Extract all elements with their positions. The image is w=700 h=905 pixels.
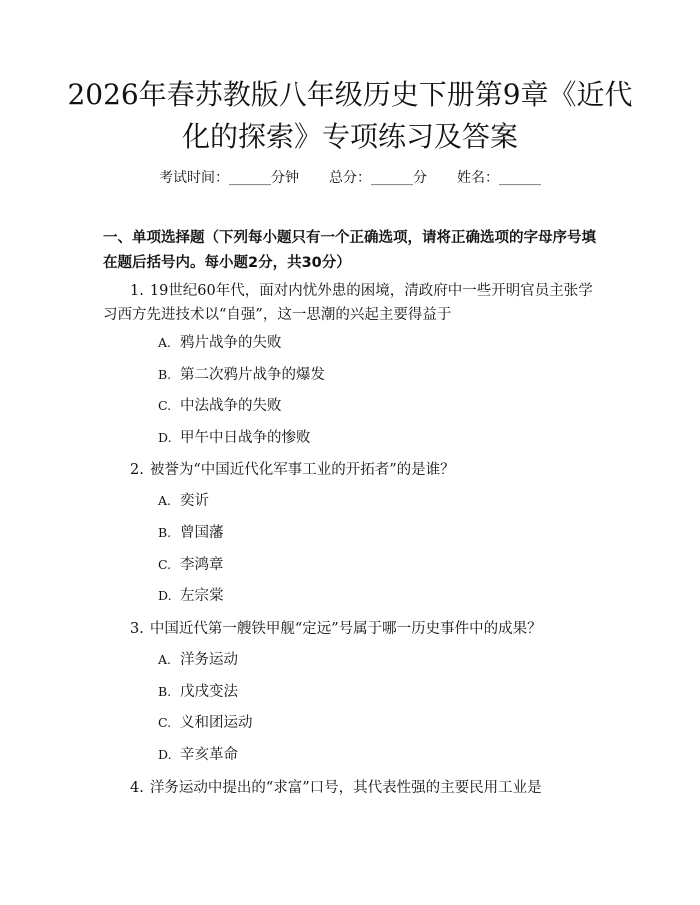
exam-time-label: 考试时间：______分钟 <box>159 170 299 186</box>
section-heading: 一、单项选择题（下列每小题只有一个正确选项，请将正确选项的字母序号填在题后括号内。每小题2分，共30分） <box>103 230 596 271</box>
option-letter: A. <box>158 652 172 667</box>
question-number: 1. <box>130 283 144 299</box>
option-text: 曾国藩 <box>180 525 224 541</box>
option-letter: A. <box>158 335 172 350</box>
name-label: 姓名：______ <box>457 170 541 186</box>
option-text: 左宗棠 <box>180 588 224 604</box>
option-3a <box>158 650 238 670</box>
option-text: 鸦片战争的失败 <box>180 335 282 351</box>
question-3 <box>103 617 600 641</box>
option-3d <box>158 745 238 765</box>
option-letter: C. <box>158 398 172 413</box>
option-1b <box>158 365 325 385</box>
option-letter: C. <box>158 557 172 572</box>
document-title: 2026年春苏教版八年级历史下册第9章《近代化的探索》专项练习及答案 <box>67 78 633 153</box>
total-score-label: 总分：______分 <box>329 170 427 186</box>
option-text: 义和团运动 <box>180 715 253 731</box>
question-stem: 中国近代第一艘铁甲舰“定远”号属于哪一历史事件中的成果？ <box>149 621 542 637</box>
option-2a <box>158 491 209 511</box>
option-text: 中法战争的失败 <box>180 398 282 414</box>
option-1d <box>158 428 311 448</box>
option-2c <box>158 555 224 575</box>
question-1 <box>103 279 600 327</box>
option-letter: D. <box>158 747 172 762</box>
question-stem: 被誉为“中国近代化军事工业的开拓者”的是谁？ <box>149 462 455 478</box>
option-2d <box>158 586 224 606</box>
question-number: 3. <box>130 621 144 637</box>
option-text: 李鸿章 <box>180 557 224 573</box>
option-letter: B. <box>158 367 172 382</box>
question-number: 4. <box>130 780 144 796</box>
option-letter: B. <box>158 684 172 699</box>
option-letter: A. <box>158 493 172 508</box>
question-number: 2. <box>130 462 144 478</box>
option-letter: B. <box>158 525 172 540</box>
option-letter: C. <box>158 715 172 730</box>
option-3b <box>158 682 238 702</box>
option-text: 辛亥革命 <box>180 747 238 763</box>
option-text: 奕䜣 <box>180 493 209 509</box>
option-letter: D. <box>158 430 172 445</box>
question-stem: 洋务运动中提出的“求富”口号，其代表性强的主要民用工业是 <box>149 780 542 796</box>
option-text: 戊戌变法 <box>180 684 238 700</box>
question-2 <box>103 458 600 482</box>
option-letter: D. <box>158 588 172 603</box>
exam-info-line <box>0 168 700 188</box>
question-stem: 19世纪60年代，面对内忧外患的困境，清政府中一些开明官员主张学习西方先进技术以“自强”，这一思潮的兴起主要得益于 <box>103 283 593 323</box>
option-text: 甲午中日战争的惨败 <box>180 430 311 446</box>
question-4 <box>103 776 600 800</box>
option-text: 第二次鸦片战争的爆发 <box>180 367 325 383</box>
option-1c <box>158 396 282 416</box>
option-2b <box>158 523 224 543</box>
option-text: 洋务运动 <box>180 652 238 668</box>
option-3c <box>158 713 253 733</box>
option-1a <box>158 333 282 353</box>
